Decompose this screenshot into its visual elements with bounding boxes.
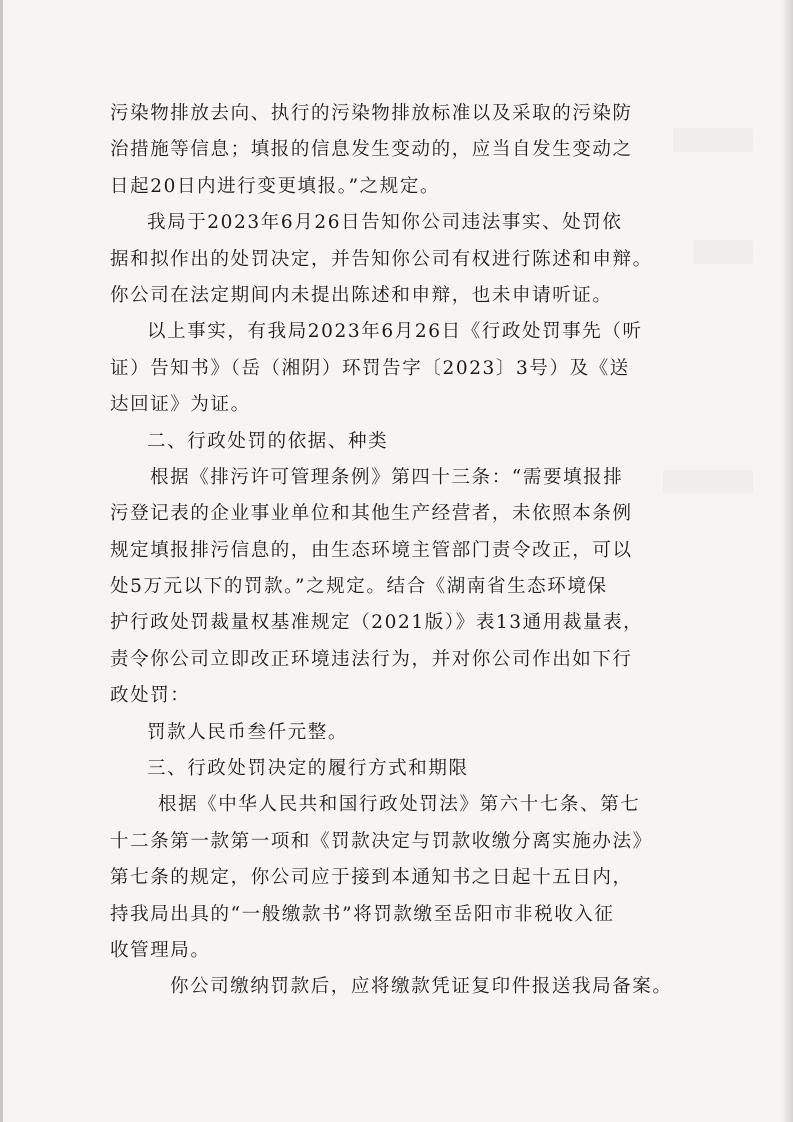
body-line-20: 根据《中华人民共和国行政处罚法》第六十七条、第七 <box>158 794 641 816</box>
body-line-15: 护行政处罚裁量权基准规定（2021版）》表13通用裁量表， <box>110 612 644 634</box>
body-line-7: 以上事实，有我局2023年6月26日《行政处罚事先（听 <box>147 321 643 343</box>
body-line-25: 你公司缴纳罚款后，应将缴款凭证复印件报送我局备案。 <box>170 976 673 998</box>
document-body <box>110 96 696 1006</box>
body-line-22: 第七条的规定，你公司应于接到本通知书之日起十五日内， <box>110 867 633 889</box>
body-line-11: 根据《排污许可管理条例》第四十三条：“需要填报排 <box>150 466 624 488</box>
show-through-mark <box>693 240 753 264</box>
penalty-amount-line: 罚款人民币叁仟元整。 <box>147 721 349 743</box>
page-left-edge <box>0 0 3 1122</box>
body-line-6: 你公司在法定期间内未提出陈述和申辩，也未申请听证。 <box>110 284 613 306</box>
body-line-8: 证）告知书》（岳（湘阴）环罚告字〔2023〕3号）及《送 <box>110 357 630 379</box>
body-line-21: 十二条第一款第一项和《罚款决定与罚款收缴分离实施办法》 <box>110 830 653 852</box>
body-line-14: 处5万元以下的罚款。”之规定。结合《湖南省生态环境保 <box>110 576 608 598</box>
body-line-16: 责令你公司立即改正环境违法行为，并对你公司作出如下行 <box>110 648 633 670</box>
body-line-17: 政处罚： <box>110 685 191 707</box>
body-line-23: 持我局出具的“一般缴款书”将罚款缴至岳阳市非税收入征 <box>110 903 615 925</box>
body-line-2: 治措施等信息；填报的信息发生变动的，应当自发生变动之 <box>110 139 633 161</box>
body-line-1: 污染物排放去向、执行的污染物排放标准以及采取的污染防 <box>110 103 633 124</box>
body-line-13: 规定填报排污信息的，由生态环境主管部门责令改正，可以 <box>110 539 633 561</box>
body-line-5: 据和拟作出的处罚决定，并告知你公司有权进行陈述和申辩。 <box>110 248 653 270</box>
section-heading-2: 二、行政处罚的依据、种类 <box>147 430 389 452</box>
page-right-edge-shadow <box>781 0 793 1122</box>
body-line-12: 污登记表的企业事业单位和其他生产经营者，未依照本条例 <box>110 503 633 525</box>
body-line-9: 达回证》为证。 <box>110 394 251 416</box>
section-heading-3: 三、行政处罚决定的履行方式和期限 <box>147 758 469 780</box>
body-line-4: 我局于2023年6月26日告知你公司违法事实、处罚依 <box>147 212 623 234</box>
body-line-3: 日起20日内进行变更填报。”之规定。 <box>110 175 441 197</box>
body-line-24: 收管理局。 <box>110 939 211 961</box>
